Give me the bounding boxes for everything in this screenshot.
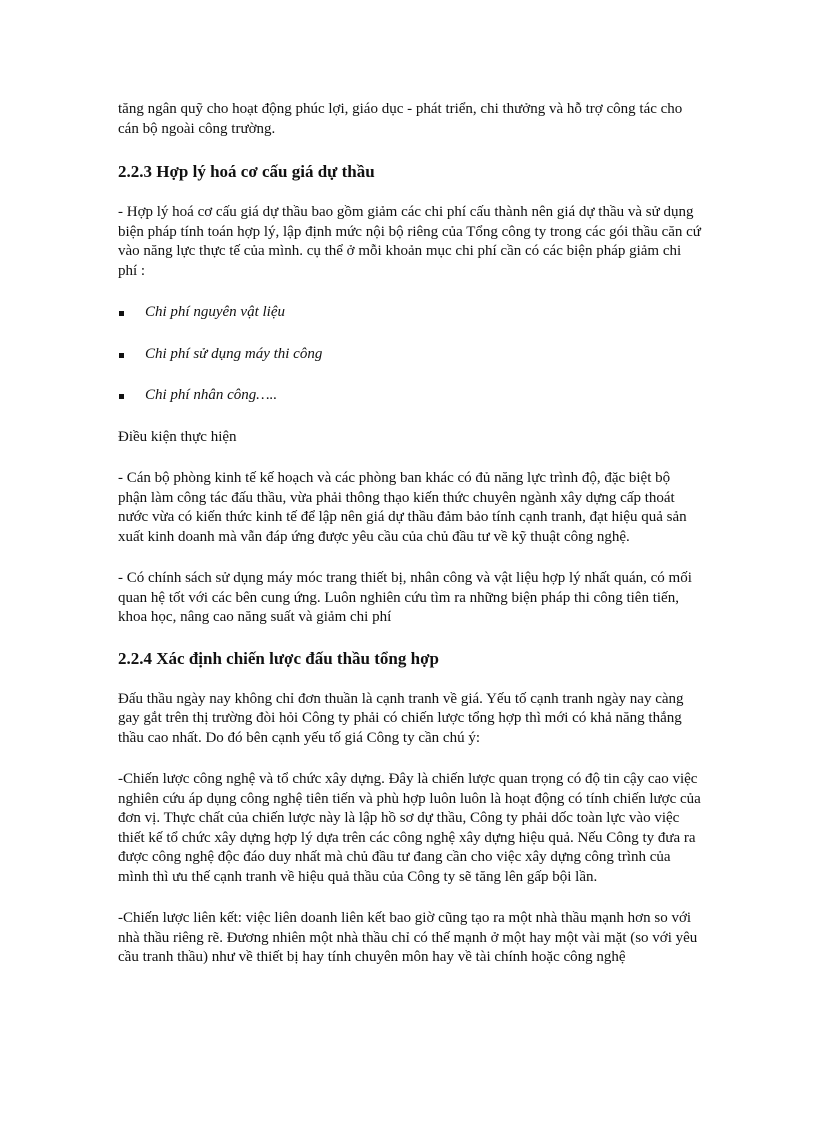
bullet-item	[118, 386, 702, 406]
section-heading-2-2-4: 2.2.4 Xác định chiến lược đấu thầu tổng hợp	[118, 648, 439, 668]
condition-paragraph-1: - Cán bộ phòng kinh tế kế hoạch và các phòng ban khác có đủ năng lực trình độ, đặc biệt bộ phận làm công tác đấu thầu, vừa phải thông thạo kiến thức chuyên ngành xây dựng cấp thoát nước vừa có kiến thức kinh tế để lập nên giá dự thầu đảm bảo tính cạnh tranh, đạt hiệu quả sản xuất kinh doanh mà vẫn đáp ứng được yêu cầu của chủ đầu tư về kỹ thuật công nghệ.	[118, 470, 687, 545]
square-bullet-icon	[119, 394, 124, 399]
condition-paragraph-2: - Có chính sách sử dụng máy móc trang thiết bị, nhân công và vật liệu hợp lý nhất quán, có mối quan hệ tốt với các bên cung ứng. Luôn nghiên cứu tìm ra những biện pháp thi công tiên tiến, khoa học, nâng cao năng suất và giảm chi phí	[118, 570, 692, 625]
bullet-item	[118, 345, 702, 365]
bullet-text: Chi phí sử dụng máy thi công	[145, 345, 323, 362]
section-2-2-4-paragraph-1: Đấu thầu ngày nay không chỉ đơn thuần là cạnh tranh về giá. Yếu tố cạnh tranh ngày nay càng gay gắt trên thị trường đòi hỏi Công ty phải có chiến lược tổng hợp thì mới có khả năng thắng thầu cao nhất. Do đó bên cạnh yếu tố giá Công ty cần chú ý:	[118, 690, 684, 746]
square-bullet-icon	[119, 353, 124, 358]
bullet-item	[118, 303, 702, 323]
document-page	[118, 100, 702, 968]
bullet-text: Chi phí nguyên vật liệu	[145, 304, 285, 320]
bullet-text: Chi phí nhân công…..	[145, 387, 278, 403]
section-2-2-3-paragraph: - Hợp lý hoá cơ cấu giá dự thầu bao gồm giảm các chi phí cấu thành nên giá dự thầu và sử dụng biện pháp tính toán hợp lý, lập định mức nội bộ riêng của Tổng công ty trong các gói thầu căn cứ vào năng lực thực tế của mình. cụ thể ở mỗi khoản mục chi phí cần có các biện pháp giảm chi phí :	[118, 204, 701, 279]
conditions-label: Điều kiện thực hiện	[118, 428, 237, 445]
intro-paragraph: tăng ngân quỹ cho hoạt động phúc lợi, giáo dục - phát triển, chi thưởng và hỗ trợ công tác cho cán bộ ngoài công trường.	[118, 101, 683, 137]
section-2-2-4-paragraph-2: -Chiến lược công nghệ và tổ chức xây dựng. Đây là chiến lược quan trọng có độ tin cậy cao việc nghiên cứu áp dụng công nghệ tiên tiến và phù hợp luôn luôn là hoạt động có tính chiến lược của đơn vị. Thực chất của chiến lược này là lập hồ sơ dự thầu, Công ty phải dốc toàn lực vào việc thiết kế tổ chức xây dựng hợp lý dựa trên các công nghệ xây dựng hiệu quả. Nếu Công ty đưa ra được công nghệ độc đáo duy nhất mà chủ đầu tư đang cần cho việc xây dựng công trình của mình thì ưu thế cạnh tranh về hiệu quả thầu của Công ty sẽ tăng lên gấp bội lần.	[118, 771, 701, 885]
square-bullet-icon	[119, 311, 124, 316]
cost-bullet-list	[118, 303, 702, 406]
section-2-2-4-paragraph-3: -Chiến lược liên kết: việc liên doanh liên kết bao giờ cũng tạo ra một nhà thầu mạnh hơn so với nhà thầu riêng rẽ. Đương nhiên một nhà thầu chỉ có thế mạnh ở một hay một vài mặt (so với yêu cầu tranh thầu) như về thiết bị hay tính chuyên môn hay về tài chính hoặc công nghệ	[118, 910, 698, 965]
section-heading-2-2-3: 2.2.3 Hợp lý hoá cơ cấu giá dự thầu	[118, 162, 375, 181]
